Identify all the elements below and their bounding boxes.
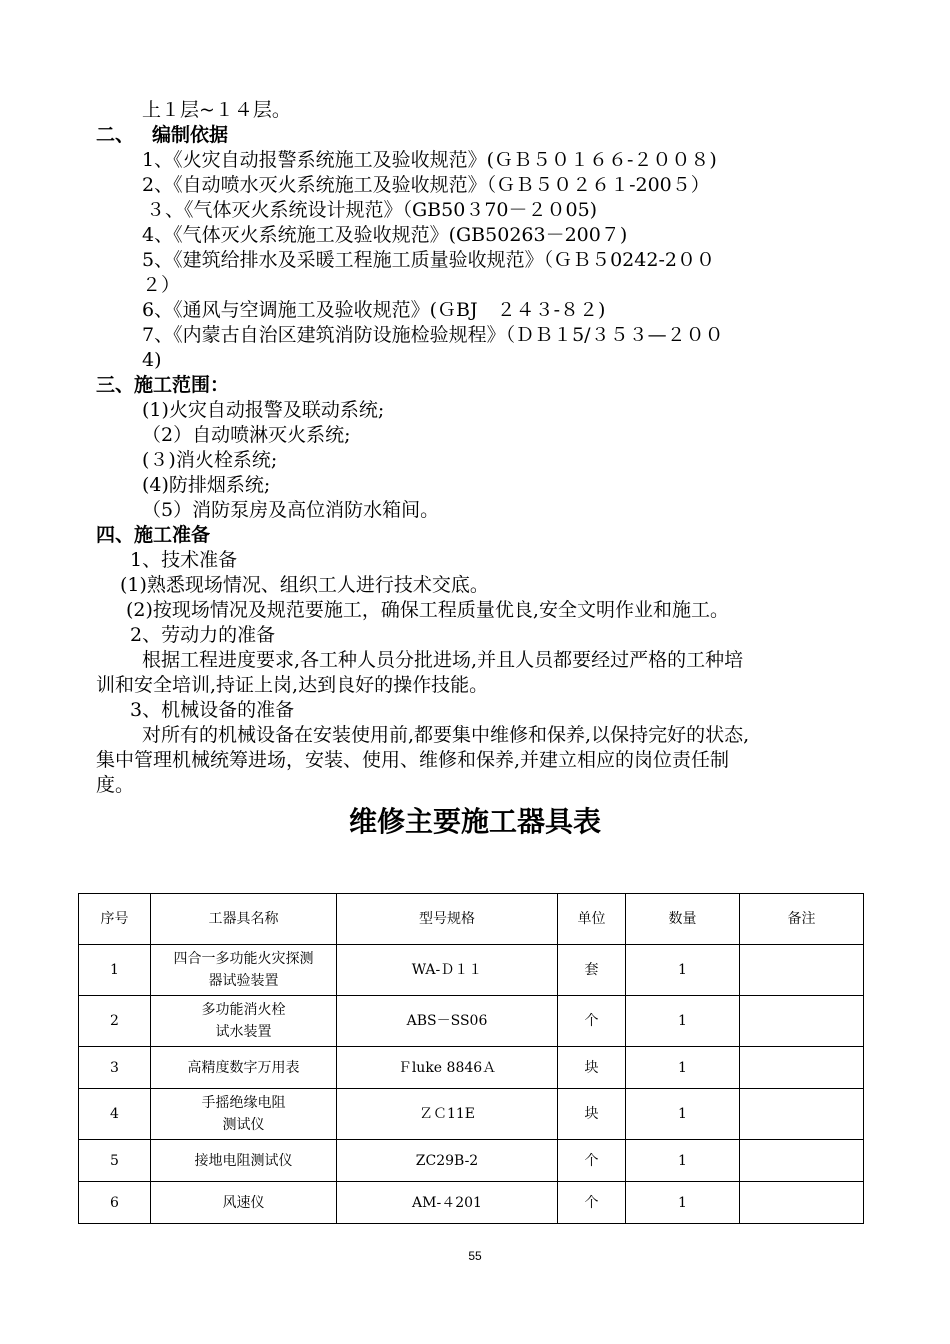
quantity-cell: 1 bbox=[626, 1182, 740, 1224]
tool-name-cell: 风速仪 bbox=[151, 1182, 337, 1224]
paragraph-line: 对所有的机械设备在安装使用前,都要集中维修和保养,以保持完好的状态, bbox=[142, 724, 750, 746]
tool-name-cell bbox=[151, 1089, 337, 1140]
model-cell: ABS－SS06 bbox=[337, 996, 558, 1047]
header-cell: 备注 bbox=[740, 894, 864, 945]
model-cell: WA-Ｄ１１ bbox=[337, 945, 558, 996]
table-row bbox=[79, 1047, 864, 1089]
model-cell: ZC29B-2 bbox=[337, 1140, 558, 1182]
quantity-cell: 1 bbox=[626, 1140, 740, 1182]
tool-name-line: 器试验装置 bbox=[208, 973, 279, 989]
note-cell bbox=[740, 996, 864, 1047]
quantity-cell: 1 bbox=[626, 1047, 740, 1089]
scope-item: （2）自动喷淋灭火系统; bbox=[142, 424, 351, 446]
paragraph-line: (1)熟悉现场情况、组织工人进行技术交底。 bbox=[120, 574, 489, 596]
paragraph-line: 度。 bbox=[96, 774, 135, 796]
header-cell: 型号规格 bbox=[337, 894, 558, 945]
reference-item: 2、《自动喷水灭火系统施工及验收规范》（ＧＢ５０２６１-200５） bbox=[142, 174, 710, 196]
subsection-heading: 3、机械设备的准备 bbox=[130, 699, 295, 721]
section-4-title: 四、施工准备 bbox=[96, 524, 211, 546]
tool-name-cell: 接地电阻测试仪 bbox=[151, 1140, 337, 1182]
quantity-cell: 1 bbox=[626, 1089, 740, 1140]
reference-item: 7、《内蒙古自治区建筑消防设施检验规程》（ＤＢ１5/３５３—２００ bbox=[142, 324, 724, 346]
tool-name-line: 手摇绝缘电阻 bbox=[201, 1095, 286, 1111]
tool-name-line: 多功能消火栓 bbox=[201, 1002, 286, 1018]
intro-tail-text: 上１层~１４层。 bbox=[142, 99, 291, 121]
quantity-cell: 1 bbox=[626, 945, 740, 996]
table-row bbox=[79, 1089, 864, 1140]
reference-item: 6、《通风与空调施工及验收规范》(ＧBJ ２４３-８２) bbox=[142, 299, 606, 321]
table-row bbox=[79, 1182, 864, 1224]
header-cell: 单位 bbox=[558, 894, 626, 945]
tool-name-line: 四合一多功能火灾探测 bbox=[173, 951, 314, 967]
table-row bbox=[79, 1140, 864, 1182]
unit-cell: 个 bbox=[558, 1140, 626, 1182]
unit-cell: 套 bbox=[558, 945, 626, 996]
tools-table bbox=[78, 893, 864, 1224]
tool-name-cell bbox=[151, 945, 337, 996]
header-cell: 序号 bbox=[79, 894, 151, 945]
unit-cell: 个 bbox=[558, 1182, 626, 1224]
scope-item: （5）消防泵房及高位消防水箱间。 bbox=[142, 499, 440, 521]
section-3-title: 三、施工范围： bbox=[96, 374, 230, 396]
quantity-cell: 1 bbox=[626, 996, 740, 1047]
reference-item: ３、《气体灭火系统设计规范》（GB50３70－２０05) bbox=[146, 199, 598, 221]
model-cell: Ｆluke 8846Ａ bbox=[337, 1047, 558, 1089]
section-2-number: 二、 bbox=[96, 124, 135, 146]
table-row bbox=[79, 996, 864, 1047]
subsection-heading: 1、技术准备 bbox=[130, 549, 238, 571]
row-number-cell: 3 bbox=[79, 1047, 151, 1089]
model-cell: AM-４201 bbox=[337, 1182, 558, 1224]
paragraph-line: 根据工程进度要求,各工种人员分批进场,并且人员都要经过严格的工种培 bbox=[142, 649, 744, 671]
header-cell: 工器具名称 bbox=[151, 894, 337, 945]
tool-name-line: 试水装置 bbox=[215, 1024, 272, 1040]
unit-cell: 块 bbox=[558, 1089, 626, 1140]
row-number-cell: 6 bbox=[79, 1182, 151, 1224]
tool-name-line: 测试仪 bbox=[222, 1117, 265, 1133]
table-row bbox=[79, 945, 864, 996]
header-cell: 数量 bbox=[626, 894, 740, 945]
unit-cell: 块 bbox=[558, 1047, 626, 1089]
row-number-cell: 5 bbox=[79, 1140, 151, 1182]
note-cell bbox=[740, 1089, 864, 1140]
reference-item-continued: 4) bbox=[142, 349, 162, 371]
scope-item: (1)火灾自动报警及联动系统; bbox=[142, 399, 385, 421]
paragraph-line: 训和安全培训,持证上岗,达到良好的操作技能。 bbox=[96, 674, 489, 696]
note-cell bbox=[740, 1182, 864, 1224]
section-2-title: 编制依据 bbox=[152, 124, 229, 146]
reference-item: 5、《建筑给排水及采暖工程施工质量验收规范》（ＧＢ５0242-2００ bbox=[142, 249, 715, 271]
unit-cell: 个 bbox=[558, 996, 626, 1047]
scope-item: (4)防排烟系统; bbox=[142, 474, 271, 496]
note-cell bbox=[740, 1047, 864, 1089]
note-cell bbox=[740, 945, 864, 996]
row-number-cell: 2 bbox=[79, 996, 151, 1047]
page-number: 55 bbox=[468, 1249, 482, 1263]
reference-item: 4、《气体灭火系统施工及验收规范》(GB50263－200７) bbox=[142, 224, 628, 246]
reference-item-continued: ２） bbox=[142, 274, 181, 296]
row-number-cell: 4 bbox=[79, 1089, 151, 1140]
paragraph-line: (2)按现场情况及规范要施工，确保工程质量优良,安全文明作业和施工。 bbox=[126, 599, 729, 621]
model-cell: ＺＣ11E bbox=[337, 1089, 558, 1140]
paragraph-line: 集中管理机械统筹进场，安装、使用、维修和保养,并建立相应的岗位责任制 bbox=[96, 749, 730, 771]
table-title: 维修主要施工器具表 bbox=[348, 805, 601, 838]
subsection-heading: 2、劳动力的准备 bbox=[130, 624, 276, 646]
scope-item: (３)消火栓系统; bbox=[142, 449, 278, 471]
reference-item: 1、《火灾自动报警系统施工及验收规范》(ＧＢ５０１６６-２００８) bbox=[142, 149, 717, 171]
note-cell bbox=[740, 1140, 864, 1182]
tool-name-cell bbox=[151, 996, 337, 1047]
table-header-row bbox=[79, 894, 864, 945]
tool-name-cell: 高精度数字万用表 bbox=[151, 1047, 337, 1089]
row-number-cell: 1 bbox=[79, 945, 151, 996]
